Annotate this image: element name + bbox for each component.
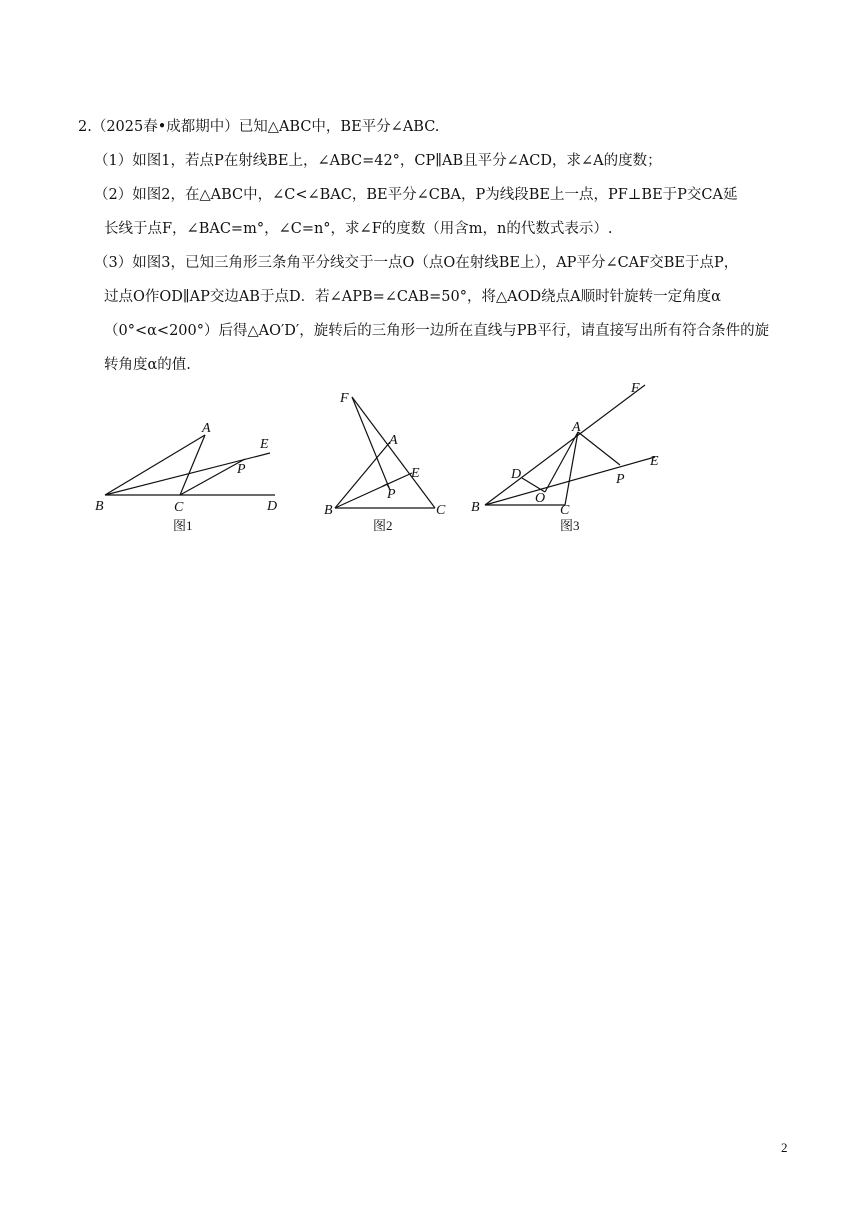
part-2-text-line1: （2）如图2，在△ABC中，∠C<∠BAC，BE平分∠CBA，P为线段BE上一点，PF⊥BE于P交CA延	[94, 187, 738, 203]
fig2-label-a: A	[389, 433, 398, 448]
fig3-label-e: E	[650, 454, 659, 469]
part-3-text-line3: （0°<α<200°）后得△AO′D′，旋转后的三角形一边所在直线与PB平行，请直接写出所有符合条件的旋	[104, 323, 770, 339]
part-3-text-line4: 转角度α的值.	[104, 357, 191, 373]
fig3-label-p: P	[616, 472, 625, 487]
fig3-label-a: A	[572, 420, 581, 435]
part-3-text-line2: 过点O作OD∥AP交边AB于点D．若∠APB=∠CAB=50°，将△AOD绕点A顺时针旋转一定角度α	[104, 289, 721, 305]
fig1-label-b: B	[95, 499, 104, 514]
fig2-caption: 图2	[373, 518, 393, 533]
fig2-label-p: P	[387, 487, 396, 502]
fig3-label-d: D	[511, 467, 522, 482]
fig2-label-b: B	[324, 503, 333, 518]
fig3-label-b: B	[471, 500, 480, 515]
fig1-label-e: E	[260, 437, 269, 452]
fig2-label-f: F	[340, 391, 349, 406]
fig2-label-c: C	[436, 503, 446, 518]
fig1-caption: 图1	[173, 518, 193, 533]
fig2-label-e: E	[411, 466, 420, 481]
geometry-figures	[90, 380, 690, 545]
page-number: 2	[781, 1140, 788, 1155]
figure-2-diagram	[335, 397, 435, 508]
fig1-label-c: C	[174, 500, 184, 515]
part-2-text-line2: 长线于点F，∠BAC=m°，∠C=n°，求∠F的度数（用含m，n的代数式表示）.	[104, 221, 613, 237]
fig3-label-o: O	[535, 491, 546, 506]
part-1-text: （1）如图1，若点P在射线BE上，∠ABC=42°，CP∥AB且平分∠ACD，求∠A的度数；	[94, 153, 662, 169]
fig1-label-d: D	[267, 499, 278, 514]
fig1-label-a: A	[202, 421, 211, 436]
problem-stem: 2.（2025春•成都期中）已知△ABC中，BE平分∠ABC.	[78, 119, 440, 135]
part-3-text-line1: （3）如图3，已知三角形三条角平分线交于一点O（点O在射线BE上），AP平分∠CAF交BE于点P，	[94, 255, 739, 271]
problem-block	[78, 110, 798, 382]
figure-3-diagram	[485, 385, 655, 505]
fig3-caption: 图3	[560, 518, 580, 533]
figure-1-diagram	[105, 435, 275, 495]
fig1-label-p: P	[237, 462, 246, 477]
fig3-label-f: F	[631, 381, 640, 396]
fig3-label-c: C	[560, 503, 570, 518]
